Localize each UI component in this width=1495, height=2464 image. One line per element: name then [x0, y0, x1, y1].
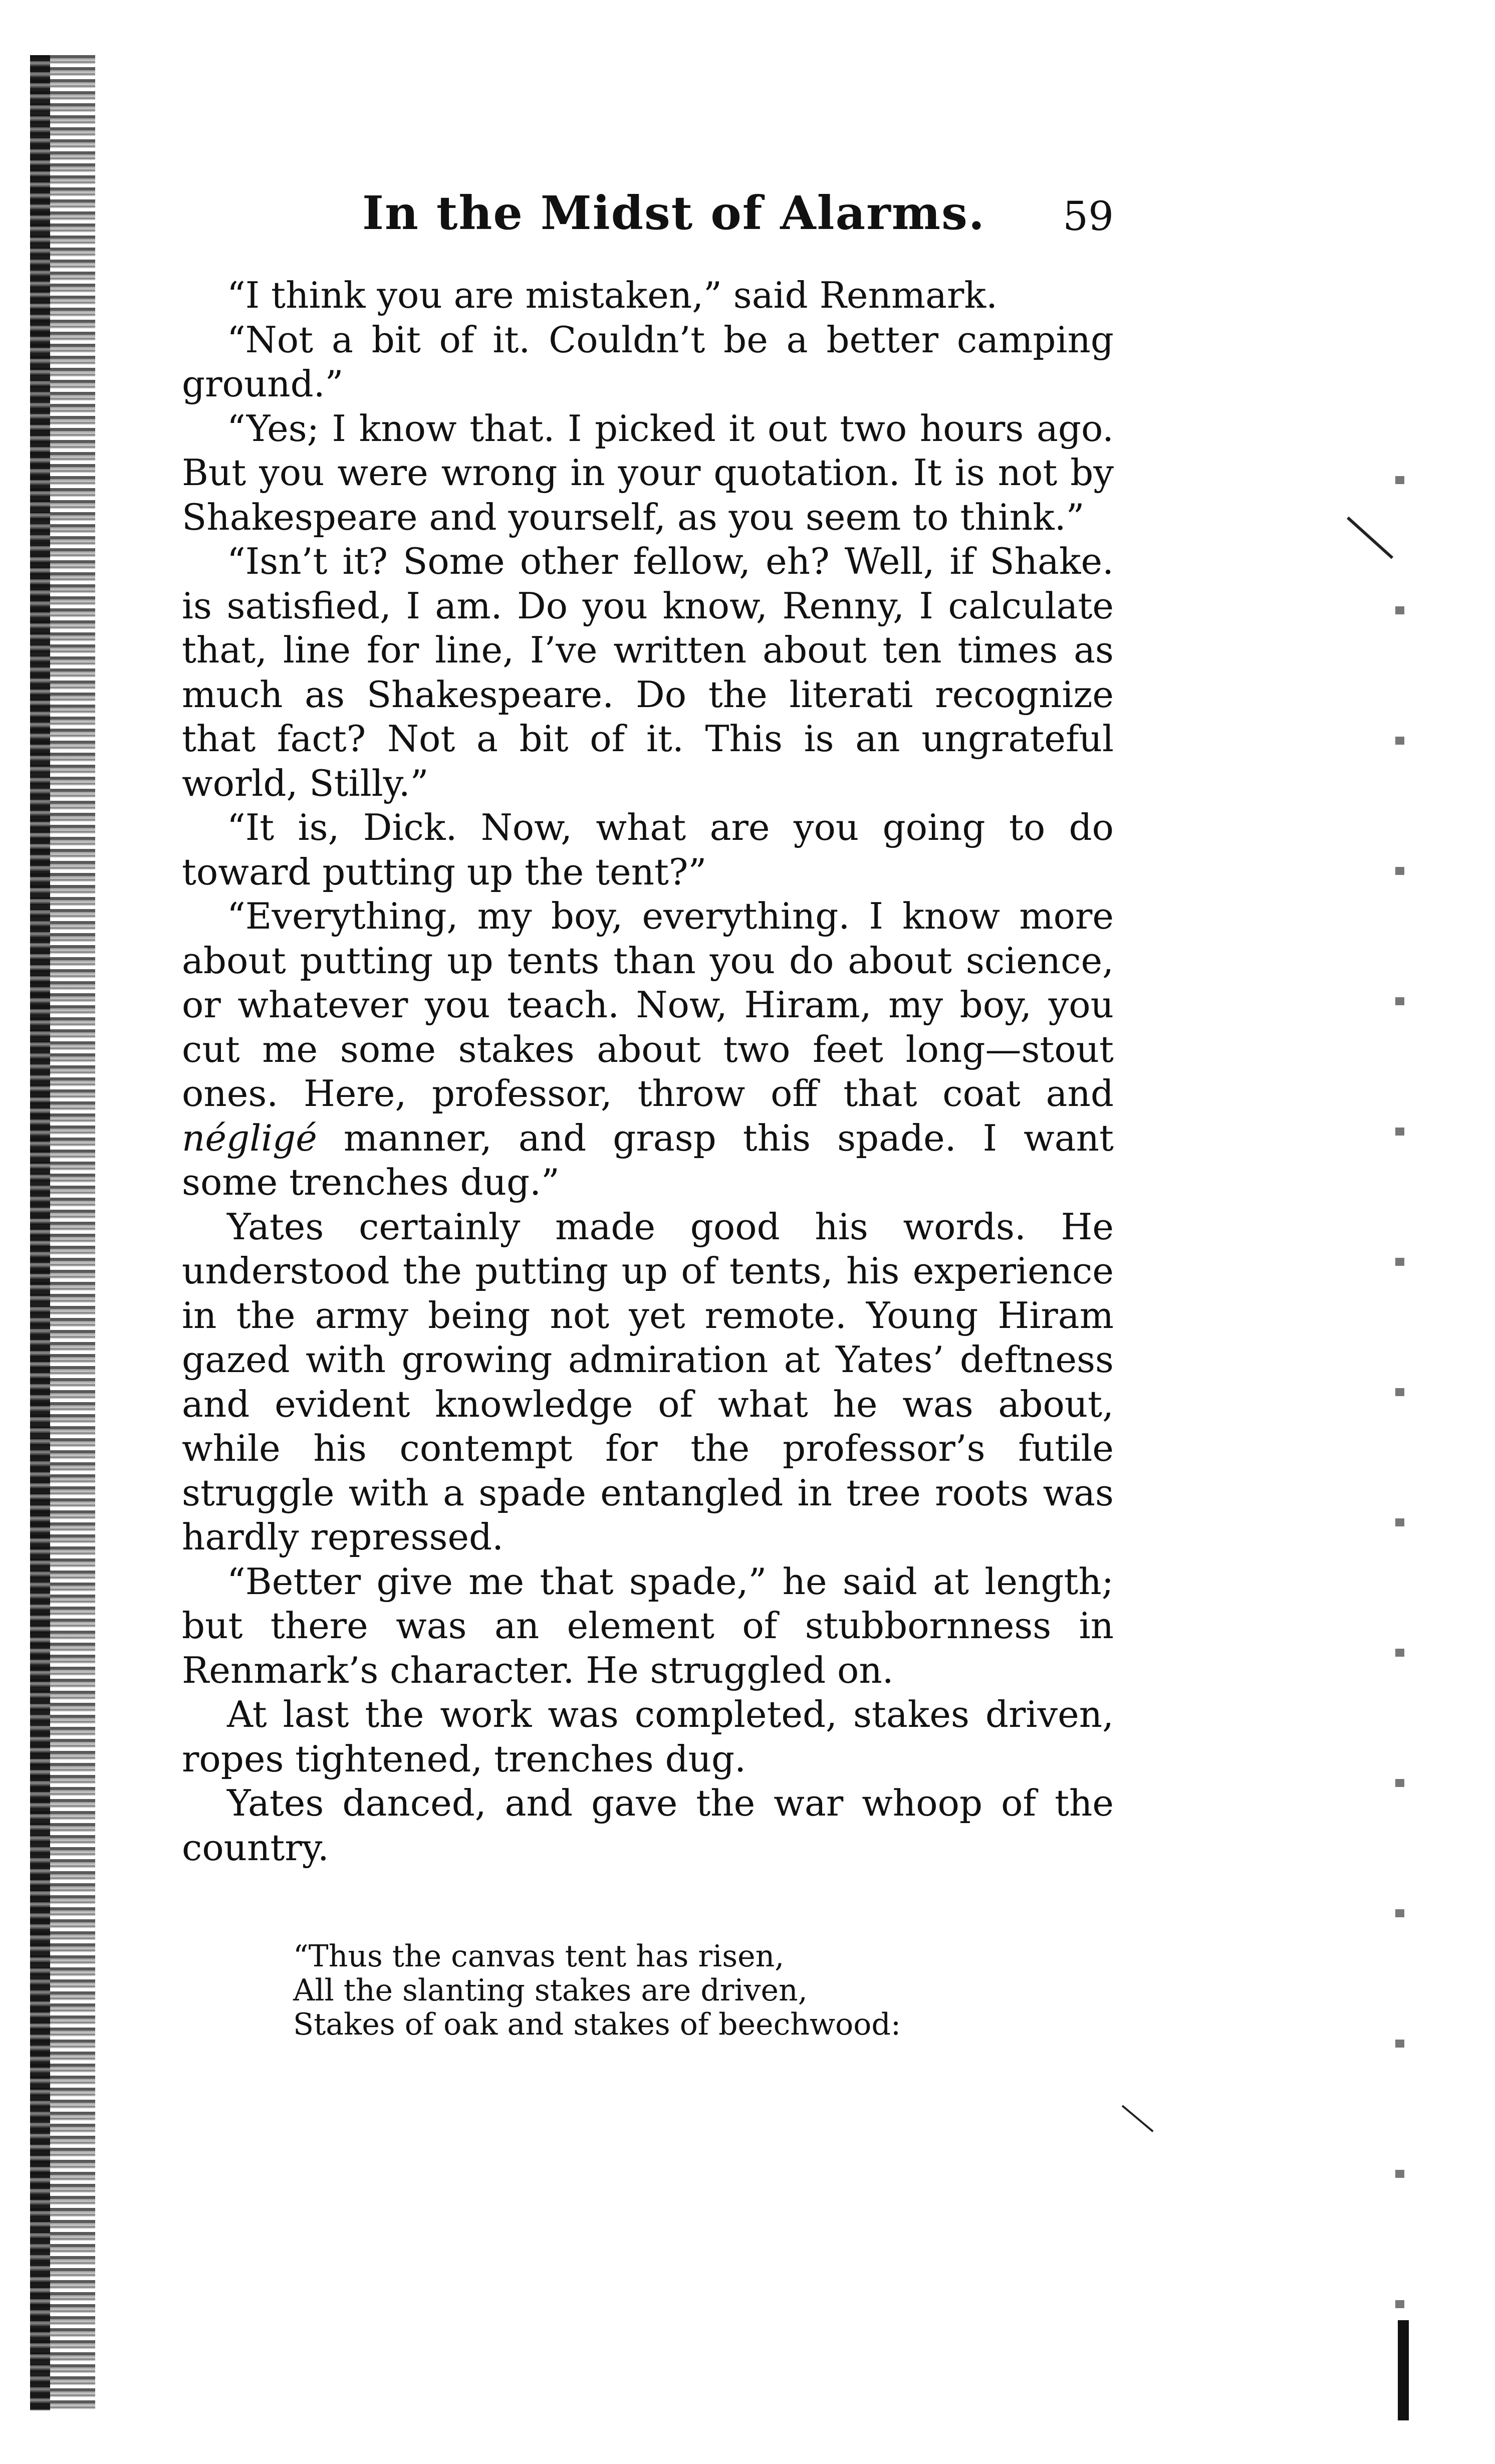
paragraph: “I think you are mistaken,” said Renmark.: [227, 274, 998, 316]
paragraph: “Better give me that spade,” he said at length; but there was an element of stubbornness in Renmark’s character. He struggled on.: [182, 1560, 1114, 1691]
paragraph-negligee: [182, 894, 1114, 1205]
paragraph: At last the work was completed, stakes driven, ropes tightened, trenches dug.: [182, 1693, 1114, 1780]
paragraph: “Not a bit of it. Couldn’t be a better camping ground.”: [182, 318, 1114, 405]
verse-line: All the slanting stakes are driven,: [293, 1973, 808, 2008]
verse-line: “Thus the canvas tent has risen,: [293, 1939, 785, 1974]
paragraph: Yates danced, and gave the war whoop of the country.: [182, 1782, 1114, 1869]
scan-scratch-mark: [1122, 2105, 1154, 2132]
right-margin-mark: [1398, 2320, 1409, 2420]
paragraph-text: “Everything, my boy, everything. I know more about putting up tents than you do about science, or whatever you teach. Now, Hiram, my boy, you cut me some stakes about two feet long—stout ones. Here, professor, throw off that coat and: [182, 895, 1114, 1114]
right-margin-specks: [1395, 411, 1404, 2365]
paragraph: “Isn’t it? Some other fellow, eh? Well, if Shake. is satisfied, I am. Do you know, Renny, I calculate that, line for line, I’ve written about ten times as much as Shakespeare. Do the literati recognize that fact? Not a bit of it. This is an ungrateful world, Stilly.”: [182, 540, 1114, 804]
paragraph: Yates certainly made good his words. He understood the putting up of tents, his experience in the army being not yet remote. Young Hiram gazed with growing admiration at Yates’ deftness and evident knowledge of what he was about, while his contempt for the professor’s futile struggle with a spade entangled in tree roots was hardly repressed.: [182, 1205, 1114, 1558]
running-title: In the Midst of Alarms.: [362, 186, 985, 240]
body-text: [182, 273, 1114, 1870]
paragraph-text: manner, and grasp this spade. I want some trenches dug.”: [182, 1116, 1114, 1203]
paragraph: “It is, Dick. Now, what are you going to do toward putting up the tent?”: [182, 806, 1114, 893]
binding-edge-dark: [30, 55, 50, 2410]
page-header: [182, 180, 1114, 246]
verse-quotation: [293, 1939, 1045, 2042]
page-number: 59: [1063, 193, 1114, 240]
verse-line: Stakes of oak and stakes of beechwood:: [293, 2007, 901, 2042]
scan-scratch-mark: [1347, 517, 1393, 559]
italic-word: négligé: [182, 1116, 317, 1159]
paragraph: “Yes; I know that. I picked it out two hours ago. But you were wrong in your quotation. It is not by Shakespeare and yourself, as you seem to think.”: [182, 407, 1114, 538]
